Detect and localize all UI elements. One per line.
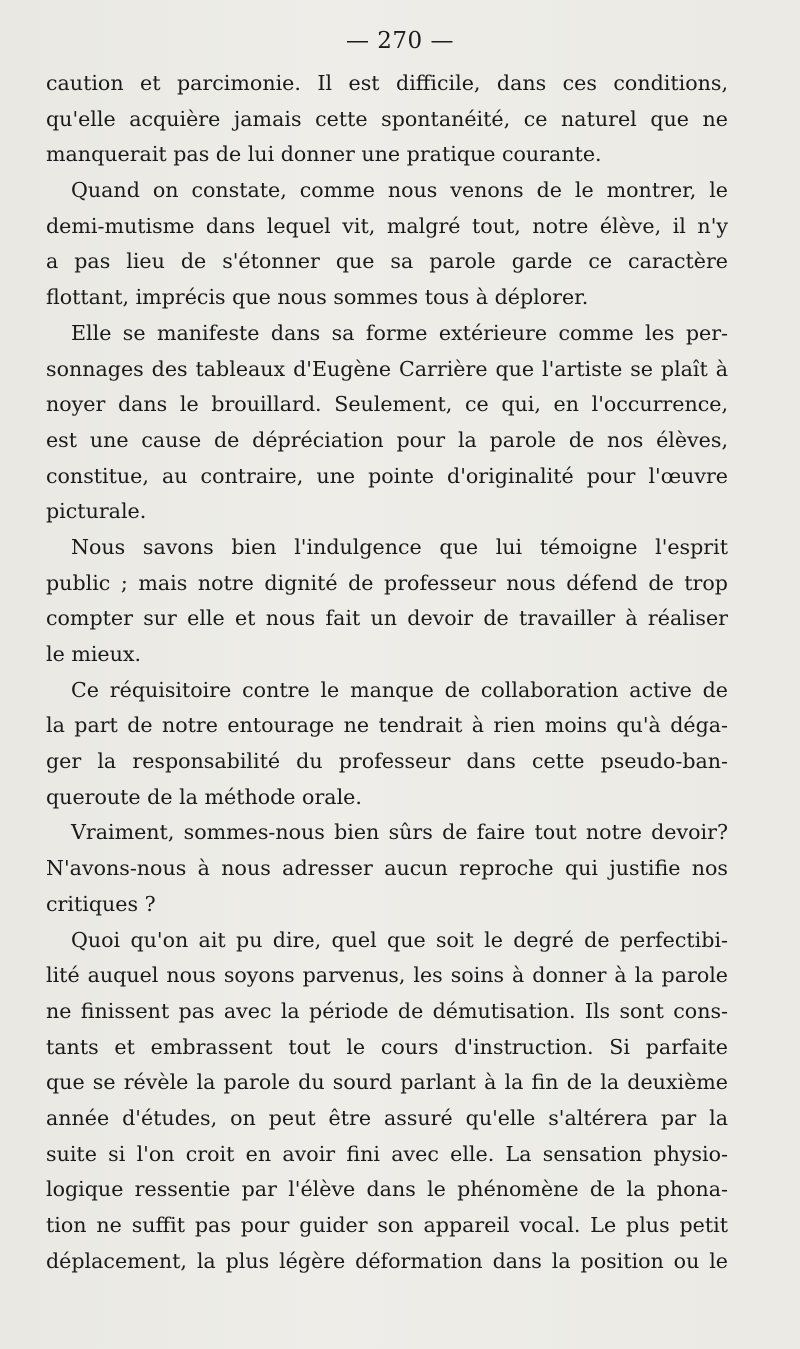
text-line: tants et embrassent tout le cours d'instruction. Si parfaite	[46, 1034, 728, 1059]
text-line: qu'elle acquière jamais cette spontanéité, ce naturel que ne	[46, 106, 728, 131]
text-line: année d'études, on peut être assuré qu'elle s'altérera par la	[46, 1105, 728, 1130]
page-number: — 270 —	[345, 28, 455, 54]
text-line: queroute de la méthode orale.	[46, 784, 362, 809]
text-line: ger la responsabilité du professeur dans cette pseudo-ban-	[46, 749, 728, 774]
text-line: Elle se manifeste dans sa forme extérieure comme les per-	[71, 320, 728, 345]
text-line: Quoi qu'on ait pu dire, quel que soit le degré de perfectibi-	[71, 927, 728, 952]
paragraph	[46, 66, 728, 173]
text-line: noyer dans le brouillard. Seulement, ce qui, en l'occurrence,	[46, 392, 728, 417]
paragraph	[46, 815, 728, 922]
text-line: N'avons-nous à nous adresser aucun reproche qui justifie nos	[46, 856, 728, 881]
text-line: sonnages des tableaux d'Eugène Carrière que l'artiste se plaît à	[46, 356, 728, 381]
text-line: compter sur elle et nous fait un devoir de travailler à réaliser	[46, 606, 728, 631]
text-line: a pas lieu de s'étonner que sa parole garde ce caractère	[46, 249, 728, 274]
text-line: Ce réquisitoire contre le manque de collaboration active de	[71, 677, 728, 702]
text-line: manquerait pas de lui donner une pratique courante.	[46, 142, 602, 167]
text-line: suite si l'on croit en avoir fini avec elle. La sensation physio-	[46, 1141, 728, 1166]
text-line: déplacement, la plus légère déformation dans la position ou le	[46, 1248, 728, 1273]
text-line: constitue, au contraire, une pointe d'originalité pour l'œuvre	[46, 463, 728, 488]
text-line: la part de notre entourage ne tendrait à rien moins qu'à déga-	[46, 713, 728, 738]
paragraph	[46, 530, 728, 673]
text-line: public ; mais notre dignité de professeur nous défend de trop	[46, 570, 728, 595]
text-line: picturale.	[46, 499, 147, 524]
text-line: flottant, imprécis que nous sommes tous à déplorer.	[46, 285, 589, 310]
text-line: tion ne suffit pas pour guider son appareil vocal. Le plus petit	[46, 1213, 728, 1237]
text-line: logique ressentie par l'élève dans le phénomène de la phona-	[46, 1177, 728, 1202]
text-line: ne finissent pas avec la période de démutisation. Ils sont cons-	[46, 998, 728, 1023]
text-line: le mieux.	[46, 642, 142, 666]
text-line: Vraiment, sommes-nous bien sûrs de faire tout notre devoir?	[71, 820, 728, 845]
text-line: critiques ?	[46, 891, 156, 916]
body-text	[46, 66, 728, 1279]
text-line: est une cause de dépréciation pour la parole de nos élèves,	[46, 427, 728, 452]
text-line: que se révèle la parole du sourd parlant à la fin de la deuxième	[46, 1070, 728, 1095]
paragraph	[46, 923, 728, 1280]
paragraph	[46, 316, 728, 530]
text-line: caution et parcimonie. Il est difficile, dans ces conditions,	[46, 71, 728, 95]
text-line: Nous savons bien l'indulgence que lui témoigne l'esprit	[71, 534, 728, 559]
text-line: Quand on constate, comme nous venons de le montrer, le	[71, 178, 728, 203]
paragraph	[46, 673, 728, 816]
text-line: lité auquel nous soyons parvenus, les soins à donner à la parole	[46, 963, 728, 988]
text-line: demi-mutisme dans lequel vit, malgré tout, notre élève, il n'y	[46, 213, 728, 238]
paragraph	[46, 173, 728, 316]
